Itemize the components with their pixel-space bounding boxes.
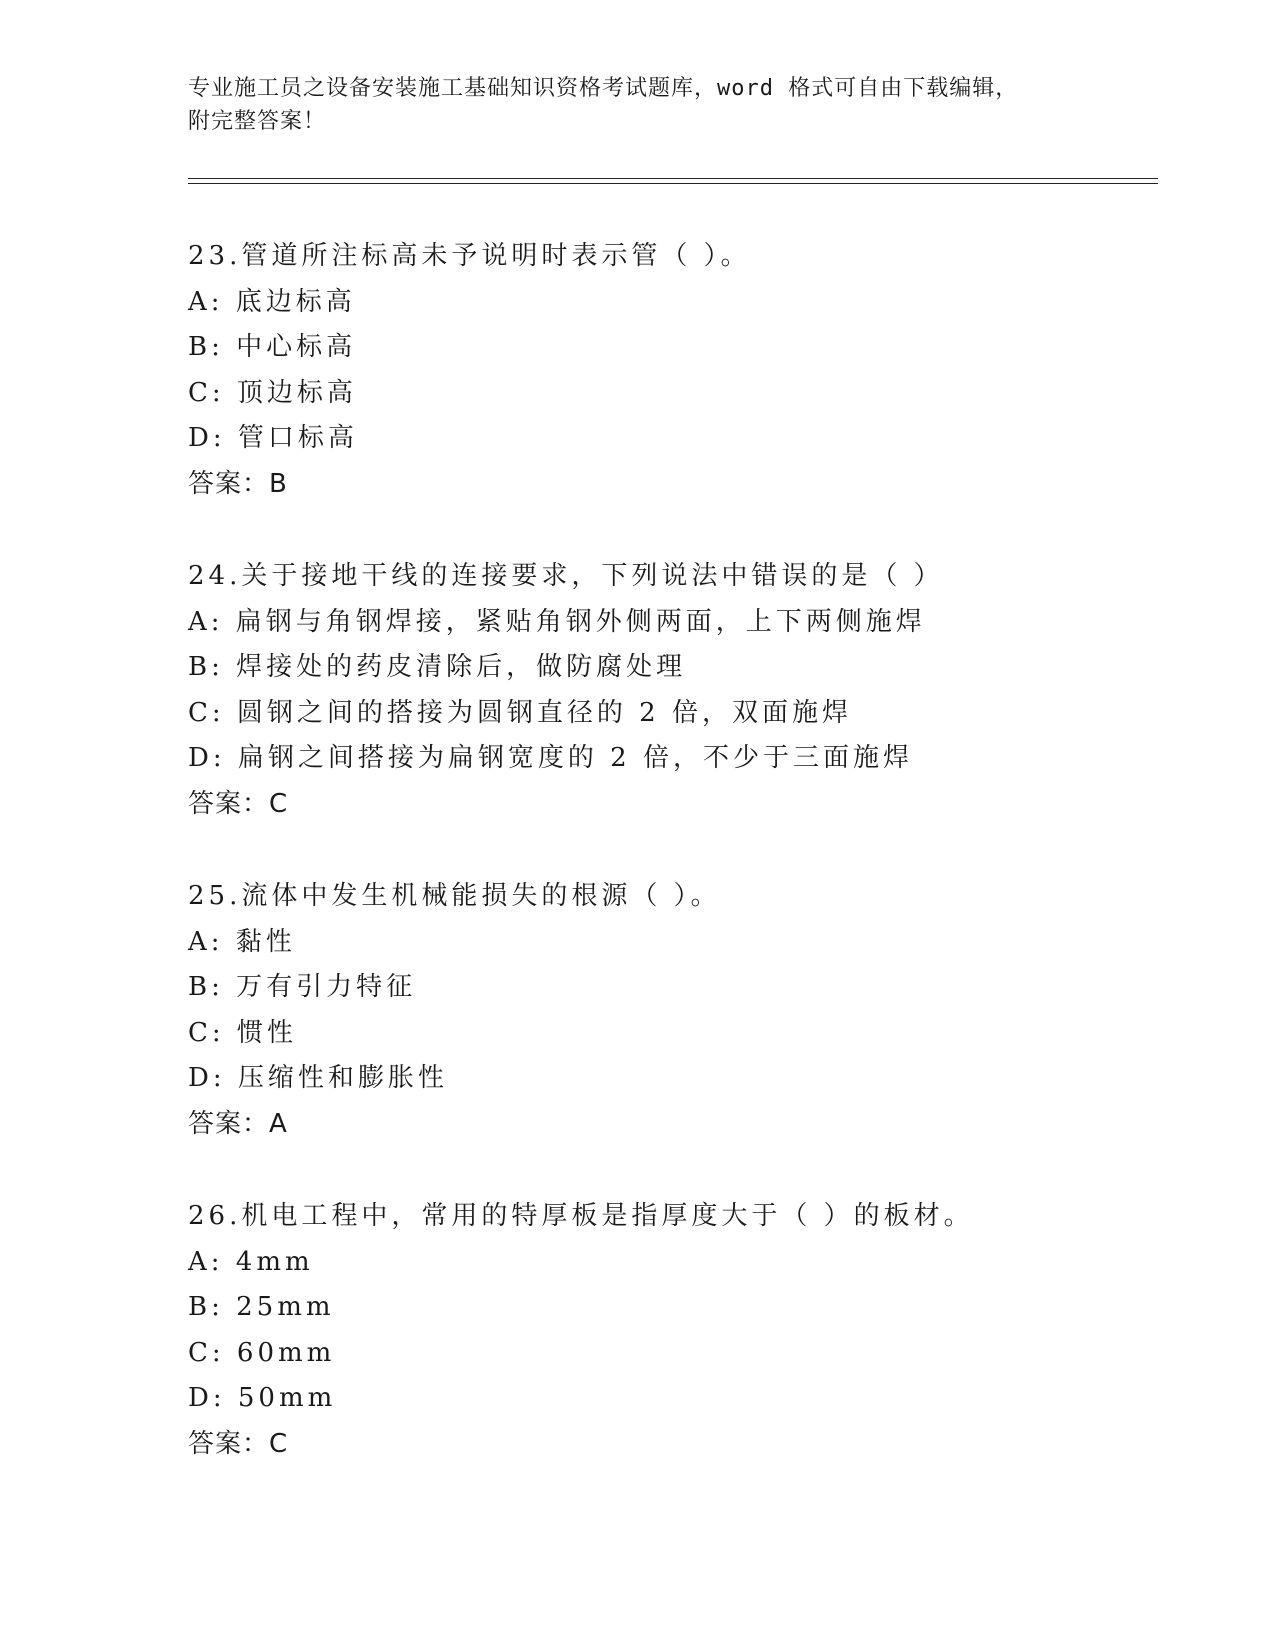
option-a: A: 扁钢与角钢焊接，紧贴角钢外侧两面，上下两侧施焊 xyxy=(188,606,926,637)
question-23 xyxy=(188,234,1168,507)
option-b: B: 中心标高 xyxy=(188,332,357,362)
question-24 xyxy=(188,554,1168,827)
answer: 答案：B xyxy=(188,468,288,499)
option-b: B: 万有引力特征 xyxy=(188,972,417,1002)
option-d: D: 扁钢之间搭接为扁钢宽度的 2 倍，不少于三面施焊 xyxy=(188,743,913,773)
option-a: A: 4mm xyxy=(188,1246,314,1277)
header-divider-top xyxy=(188,178,1158,179)
question-stem: 25.流体中发生机械能损失的根源（ ）。 xyxy=(188,881,721,911)
option-d: D: 50mm xyxy=(188,1383,337,1413)
document-header xyxy=(188,72,1088,138)
option-d: D: 管口标高 xyxy=(188,423,358,453)
option-c: C: 惯性 xyxy=(188,1017,297,1048)
header-line-1: 专业施工员之设备安装施工基础知识资格考试题库，word 格式可自由下载编辑， xyxy=(188,76,1019,101)
question-stem: 26.机电工程中，常用的特厚板是指厚度大于（ ）的板材。 xyxy=(188,1201,974,1231)
header-divider-bottom xyxy=(188,183,1158,184)
question-25 xyxy=(188,874,1168,1147)
header-line-2: 附完整答案！ xyxy=(188,109,327,134)
option-b: B: 焊接处的药皮清除后，做防腐处理 xyxy=(188,652,687,682)
question-stem: 24.关于接地干线的连接要求，下列说法中错误的是（ ） xyxy=(188,561,944,591)
option-c: C: 圆钢之间的搭接为圆钢直径的 2 倍，双面施焊 xyxy=(188,697,852,728)
option-a: A: 底边标高 xyxy=(188,286,356,317)
option-a: A: 黏性 xyxy=(188,926,296,957)
answer: 答案：C xyxy=(188,1428,289,1459)
option-b: B: 25mm xyxy=(188,1292,335,1322)
question-stem: 23.管道所注标高未予说明时表示管（ ）。 xyxy=(188,241,751,271)
option-d: D: 压缩性和膨胀性 xyxy=(188,1063,448,1093)
option-c: C: 顶边标高 xyxy=(188,377,357,408)
option-c: C: 60mm xyxy=(188,1337,336,1368)
question-26 xyxy=(188,1194,1168,1467)
answer: 答案：A xyxy=(188,1108,288,1139)
answer: 答案：C xyxy=(188,788,289,819)
